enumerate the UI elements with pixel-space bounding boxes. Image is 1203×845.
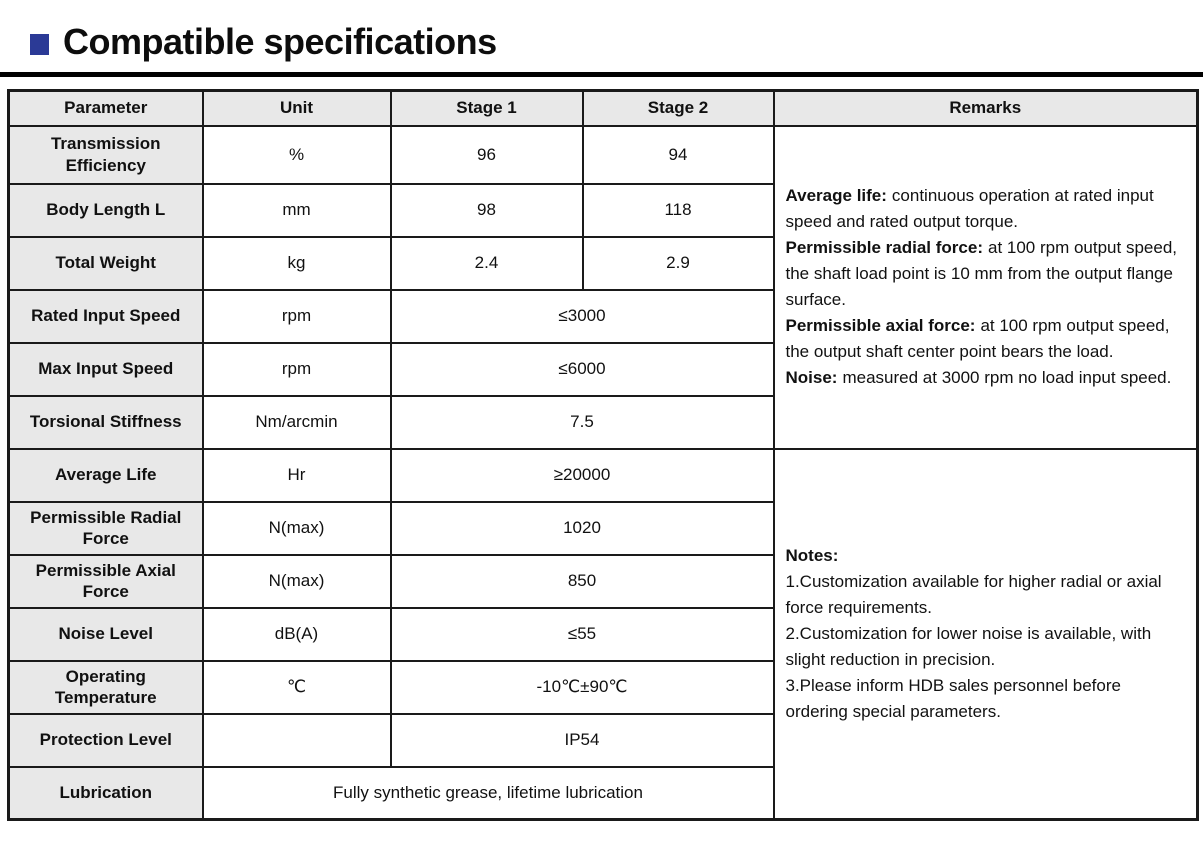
value-cell: ≤6000 <box>391 343 774 396</box>
col-header-remarks: Remarks <box>774 91 1198 126</box>
note-item-1: 1.Customization available for higher radial or axial force requirements. <box>785 571 1162 617</box>
param-cell: Total Weight <box>9 237 203 290</box>
remark-label: Average life: <box>785 186 887 205</box>
unit-cell: mm <box>203 184 391 237</box>
stage1-cell: 96 <box>391 126 583 184</box>
remark-label: Permissible radial force: <box>785 238 983 257</box>
blue-square-bullet <box>30 34 49 55</box>
section-header <box>0 0 1203 60</box>
value-cell: ≥20000 <box>391 449 774 502</box>
stage2-cell: 118 <box>583 184 774 237</box>
value-cell: ≤55 <box>391 608 774 661</box>
unit-cell: N(max) <box>203 555 391 608</box>
remark-text: at 100 rpm output speed, the shaft load point is 10 mm from the output flange surface. <box>785 238 1178 309</box>
stage1-cell: 98 <box>391 184 583 237</box>
value-cell: ≤3000 <box>391 290 774 343</box>
notes-heading <box>786 543 1187 569</box>
col-header-parameter: Parameter <box>9 91 203 126</box>
col-header-stage1: Stage 1 <box>391 91 583 126</box>
table-row-transmission-efficiency <box>9 126 1198 184</box>
table-row-average-life <box>9 449 1198 502</box>
param-cell: Operating Temperature <box>9 661 203 714</box>
unit-cell <box>203 714 391 767</box>
remark-text: continuous operation at rated input speed and rated output torque. <box>785 186 1154 231</box>
remarks-cell-notes <box>774 449 1198 820</box>
notes-label: Notes: <box>785 545 839 565</box>
param-cell: Average Life <box>9 449 203 502</box>
remark-radial-force <box>786 235 1187 313</box>
col-header-stage2: Stage 2 <box>583 91 774 126</box>
unit-cell: Nm/arcmin <box>203 396 391 449</box>
unit-cell: Hr <box>203 449 391 502</box>
stage1-cell: 2.4 <box>391 237 583 290</box>
unit-cell: kg <box>203 237 391 290</box>
col-header-unit: Unit <box>203 91 391 126</box>
note-item-2: 2.Customization for lower noise is available, with slight reduction in precision. <box>785 623 1152 669</box>
param-cell: Body Length L <box>9 184 203 237</box>
param-cell: Lubrication <box>9 767 203 820</box>
unit-cell: rpm <box>203 290 391 343</box>
value-cell: IP54 <box>391 714 774 767</box>
page-title: Compatible specifications <box>63 21 497 62</box>
param-cell: Rated Input Speed <box>9 290 203 343</box>
stage2-cell: 94 <box>583 126 774 184</box>
remark-label: Noise: <box>785 368 838 387</box>
spec-table <box>7 89 1199 821</box>
remark-text: measured at 3000 rpm no load input speed. <box>842 368 1172 387</box>
unit-cell: % <box>203 126 391 184</box>
value-cell: 850 <box>391 555 774 608</box>
unit-cell: rpm <box>203 343 391 396</box>
param-cell: Max Input Speed <box>9 343 203 396</box>
value-cell: Fully synthetic grease, lifetime lubrication <box>203 767 774 820</box>
param-cell: Torsional Stiffness <box>9 396 203 449</box>
value-cell: 1020 <box>391 502 774 555</box>
unit-cell: N(max) <box>203 502 391 555</box>
remark-average-life <box>786 183 1187 235</box>
unit-cell: ℃ <box>203 661 391 714</box>
param-cell: Transmission Efficiency <box>9 126 203 184</box>
remark-axial-force <box>786 313 1187 365</box>
remark-label: Permissible axial force: <box>785 316 976 335</box>
remark-text: at 100 rpm output speed, the output shaft center point bears the load. <box>785 316 1170 361</box>
stage2-cell: 2.9 <box>583 237 774 290</box>
remark-noise <box>786 365 1187 391</box>
header-row <box>9 91 1198 126</box>
remarks-cell-top <box>774 126 1198 449</box>
note-item-3: 3.Please inform HDB sales personnel before ordering special parameters. <box>785 675 1121 721</box>
value-cell: 7.5 <box>391 396 774 449</box>
value-cell: -10℃±90℃ <box>391 661 774 714</box>
param-cell: Permissible Radial Force <box>9 502 203 555</box>
param-cell: Protection Level <box>9 714 203 767</box>
title-divider <box>0 72 1203 77</box>
unit-cell: dB(A) <box>203 608 391 661</box>
param-cell: Noise Level <box>9 608 203 661</box>
param-cell: Permissible Axial Force <box>9 555 203 608</box>
